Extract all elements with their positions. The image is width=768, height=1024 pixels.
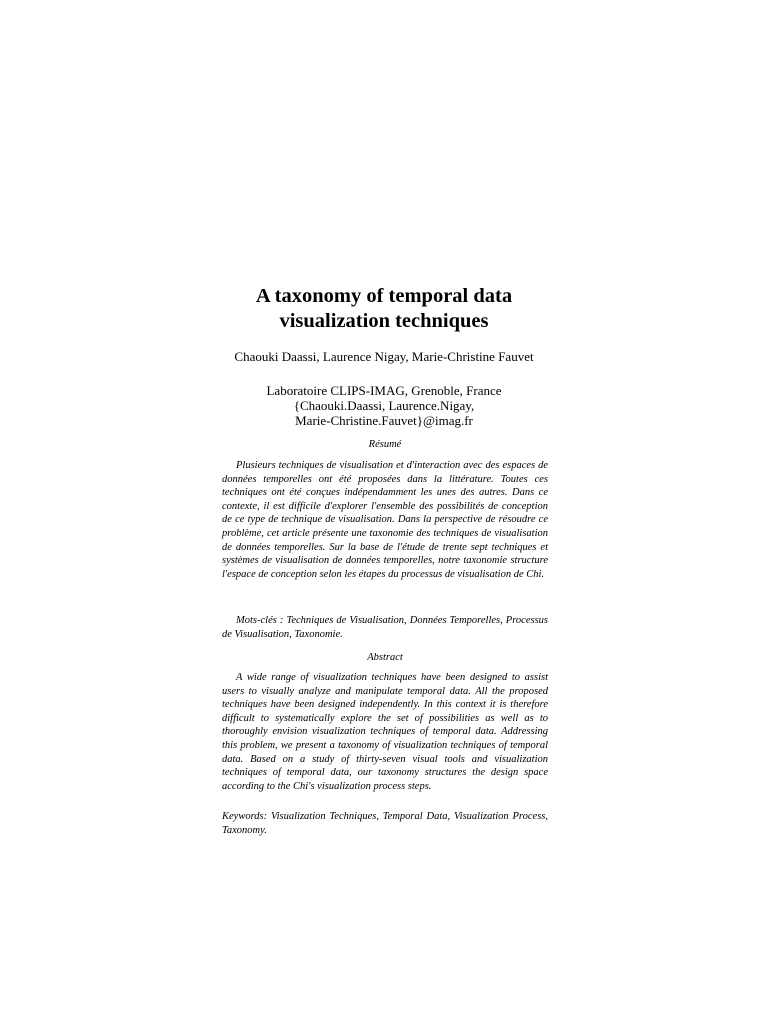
affiliation-line: {Chaouki.Daassi, Laurence.Nigay, (293, 398, 475, 413)
author-list: Chaouki Daassi, Laurence Nigay, Marie-Christine Fauvet (234, 349, 534, 364)
title-line-2: visualization techniques (279, 310, 489, 332)
title-line-1: A taxonomy of temporal data (255, 285, 513, 307)
resume-body: Plusieurs techniques de visualisation et d'interaction avec des espaces de données temporelles ont été proposées dans la littérature. Toutes ces techniques ont été conçues indépendamment les unes des autres. Dans ce contexte, il est difficile d'explorer l'ensemble des possibilités de conception de ce type de technique de visualisation. Dans la perspective de résoudre ce problème, cet article présente une taxonomie des techniques de visualisation de données temporelles. Sur la base de l'étude de trente sept techniques et systèmes de visualisation de données temporelles, notre taxonomie structure l'espace de conception selon les étapes du processus de visualisation de Chi. (222, 460, 548, 580)
affiliation-line: Laboratoire CLIPS-IMAG, Grenoble, France (266, 383, 502, 398)
abstract-body: A wide range of visualization techniques have been designed to assist users to visually analyze and manipulate temporal data. All the proposed techniques have been designed independently. In this context it is therefore difficult to systematically explore the set of possibilities as well as to thoroughly envision visualization techniques of temporal data. Addressing this problem, we present a taxonomy of visualization techniques of temporal data. Based on a study of thirty-seven visual tools and visualization techniques of temporal data, our taxonomy structures the design space according to the Chi's visualization process steps. (222, 672, 548, 792)
affiliation-line: Marie-Christine.Fauvet}@imag.fr (295, 413, 473, 428)
paper-title (184, 284, 584, 334)
resume-heading: Résumé (368, 439, 402, 450)
keywords-text: Visualization Techniques, Temporal Data, Visualization Process, Taxonomy. (222, 811, 548, 836)
resume-keywords: Mots-clés : Techniques de Visualisation, Données Temporelles, Processus de Visualisation, Taxonomie. (222, 615, 548, 640)
affiliation-block (184, 383, 584, 428)
keywords-label: Keywords: (222, 811, 268, 822)
abstract-keywords (222, 810, 548, 837)
abstract-heading: Abstract (367, 652, 403, 663)
